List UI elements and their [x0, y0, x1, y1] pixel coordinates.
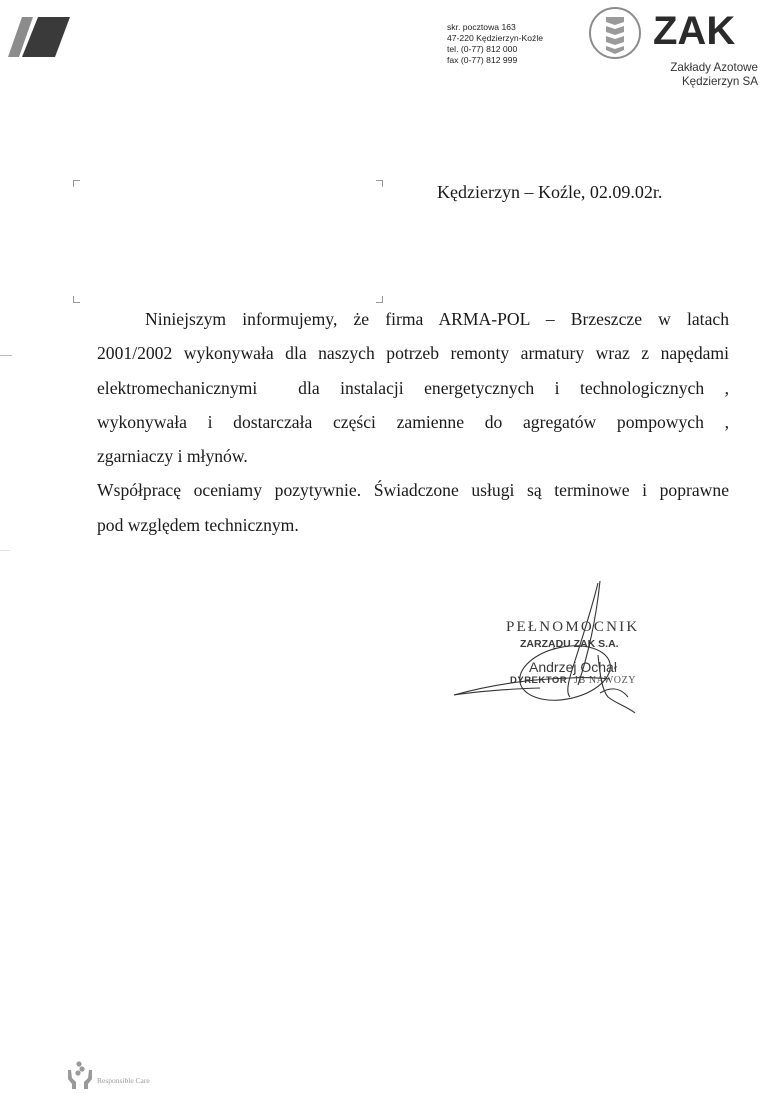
- address-line: skr. pocztowa 163: [447, 22, 516, 32]
- dateline: Kędzierzyn – Koźle, 02.09.02r.: [437, 182, 663, 202]
- body-line: zgarniaczy i młynów.: [97, 446, 248, 467]
- fold-mark: [0, 355, 12, 356]
- signature: [450, 575, 670, 715]
- letter-body: [97, 302, 729, 542]
- stamp-position: DYREKTOR: [510, 675, 568, 686]
- body-line: wykonywała i dostarczała części zamienne do agregatów pompowych ,: [97, 411, 729, 432]
- company-name-line: Kędzierzyn SA: [681, 75, 758, 88]
- address-block: [447, 22, 543, 66]
- zak-chevron-emblem-icon: [588, 6, 642, 60]
- responsible-care-label: Responsible Care: [97, 1076, 150, 1085]
- company-name-line: Zakłady Azotowe: [670, 61, 758, 74]
- address-window-corner: [73, 180, 80, 187]
- stamp-title: PEŁNOMOCNIK: [506, 619, 640, 635]
- address-window-corner: [73, 296, 80, 303]
- stamp-subtitle: ZARZĄDU ZAK S.A.: [520, 638, 619, 650]
- stamp-name: Andrzej Ochał: [529, 659, 617, 675]
- responsible-care-hands-icon: [67, 1060, 93, 1090]
- body-line: Współpracę oceniamy pozytywnie. Świadczone usługi są terminowe i poprawne: [97, 480, 729, 501]
- address-line: fax (0-77) 812 999: [447, 55, 518, 65]
- double-slash-logo-icon: [8, 17, 70, 59]
- body-line: 2001/2002 wykonywała dla naszych potrzeb remonty armatury wraz z napędami: [97, 343, 729, 364]
- body-line: Niniejszym informujemy, że firma ARMA-POL – Brzeszcze w latach: [145, 309, 729, 329]
- company-name: [650, 61, 758, 89]
- fold-mark: [0, 550, 10, 551]
- address-line: 47-220 Kędzierzyn-Koźle: [447, 33, 544, 43]
- company-logo-wordmark: ZAK: [653, 9, 736, 53]
- address-window-corner: [376, 180, 383, 187]
- address-line: tel. (0-77) 812 000: [447, 44, 518, 54]
- body-line: pod względem technicznym.: [97, 514, 299, 535]
- stamp-department: JB NAWOZY: [574, 675, 637, 686]
- body-line: elektromechanicznymi dla instalacji energetycznych i technologicznych ,: [97, 377, 729, 398]
